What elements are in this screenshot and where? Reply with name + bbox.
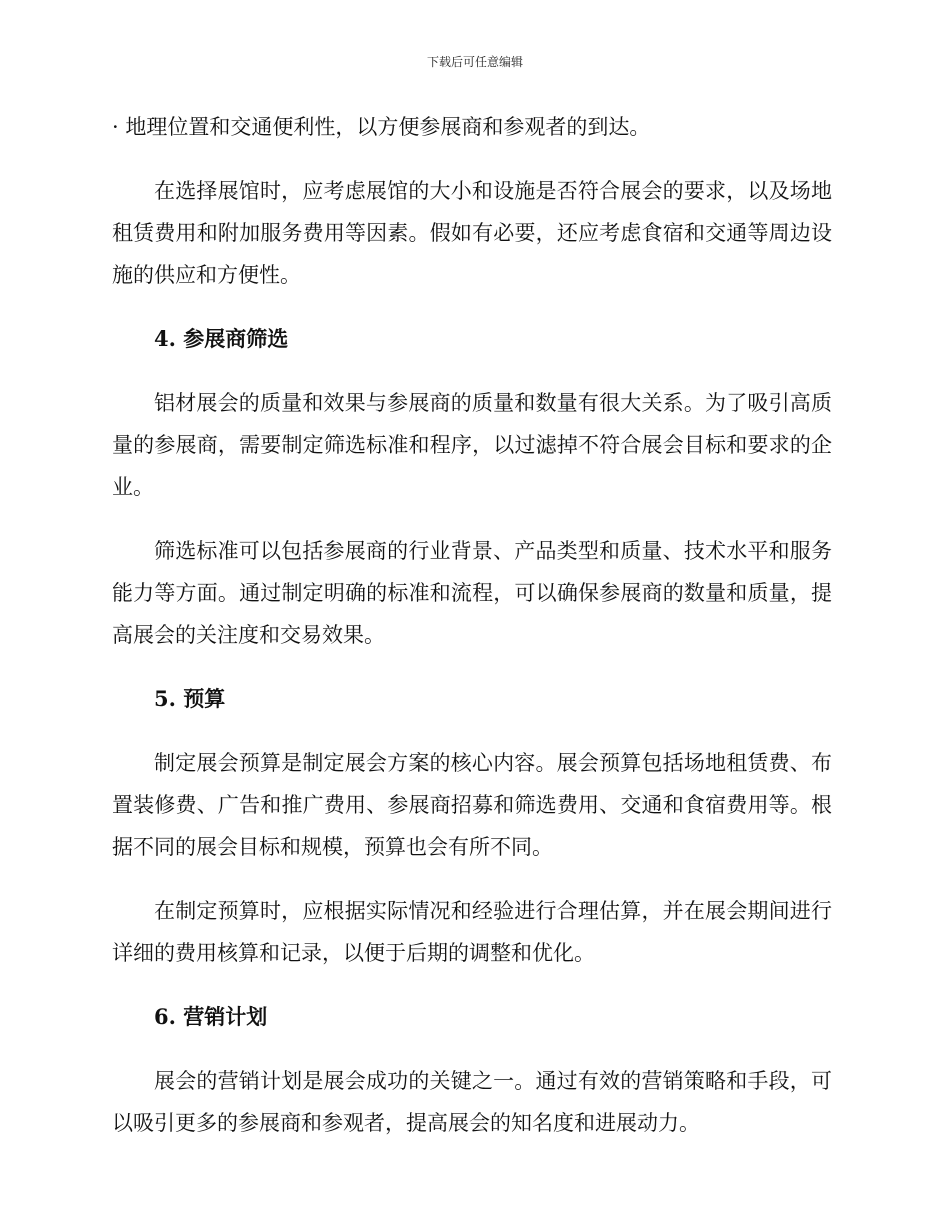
bullet-location: · 地理位置和交通便利性，以方便参展商和参观者的到达。 [112,115,651,139]
section-heading-budget: 5. 预算 [154,686,226,711]
paragraph-exhibitor-quality: 铝材展会的质量和效果与参展商的质量和数量有很大关系。为了吸引高质量的参展商，需要制定筛选标准和程序，以过滤掉不符合展会目标和要求的企业。 [112,391,832,499]
paragraph-venue: 在选择展馆时，应考虑展馆的大小和设施是否符合展会的要求，以及场地租赁费用和附加服务费用等因素。假如有必要，还应考虑食宿和交通等周边设施的供应和方便性。 [112,179,832,287]
paragraph-budget-estimation: 在制定预算时，应根据实际情况和经验进行合理估算，并在展会期间进行详细的费用核算和记录，以便于后期的调整和优化。 [112,899,832,965]
paragraph-marketing-plan: 展会的营销计划是展会成功的关键之一。通过有效的营销策略和手段，可以吸引更多的参展商和参观者，提高展会的知名度和进展动力。 [112,1069,832,1135]
document-body [112,106,832,1166]
section-heading-exhibitor-screening: 4. 参展商筛选 [154,326,289,351]
paragraph-budget-content: 制定展会预算是制定展会方案的核心内容。展会预算包括场地租赁费、布置装修费、广告和推广费用、参展商招募和筛选费用、交通和食宿费用等。根据不同的展会目标和规模，预算也会有所不同。 [112,751,832,859]
section-heading-marketing: 6. 营销计划 [154,1004,268,1029]
page-header-note: 下载后可任意编辑 [426,55,523,69]
paragraph-exhibitor-criteria: 筛选标准可以包括参展商的行业背景、产品类型和质量、技术水平和服务能力等方面。通过制定明确的标准和流程，可以确保参展商的数量和质量，提高展会的关注度和交易效果。 [112,539,832,647]
